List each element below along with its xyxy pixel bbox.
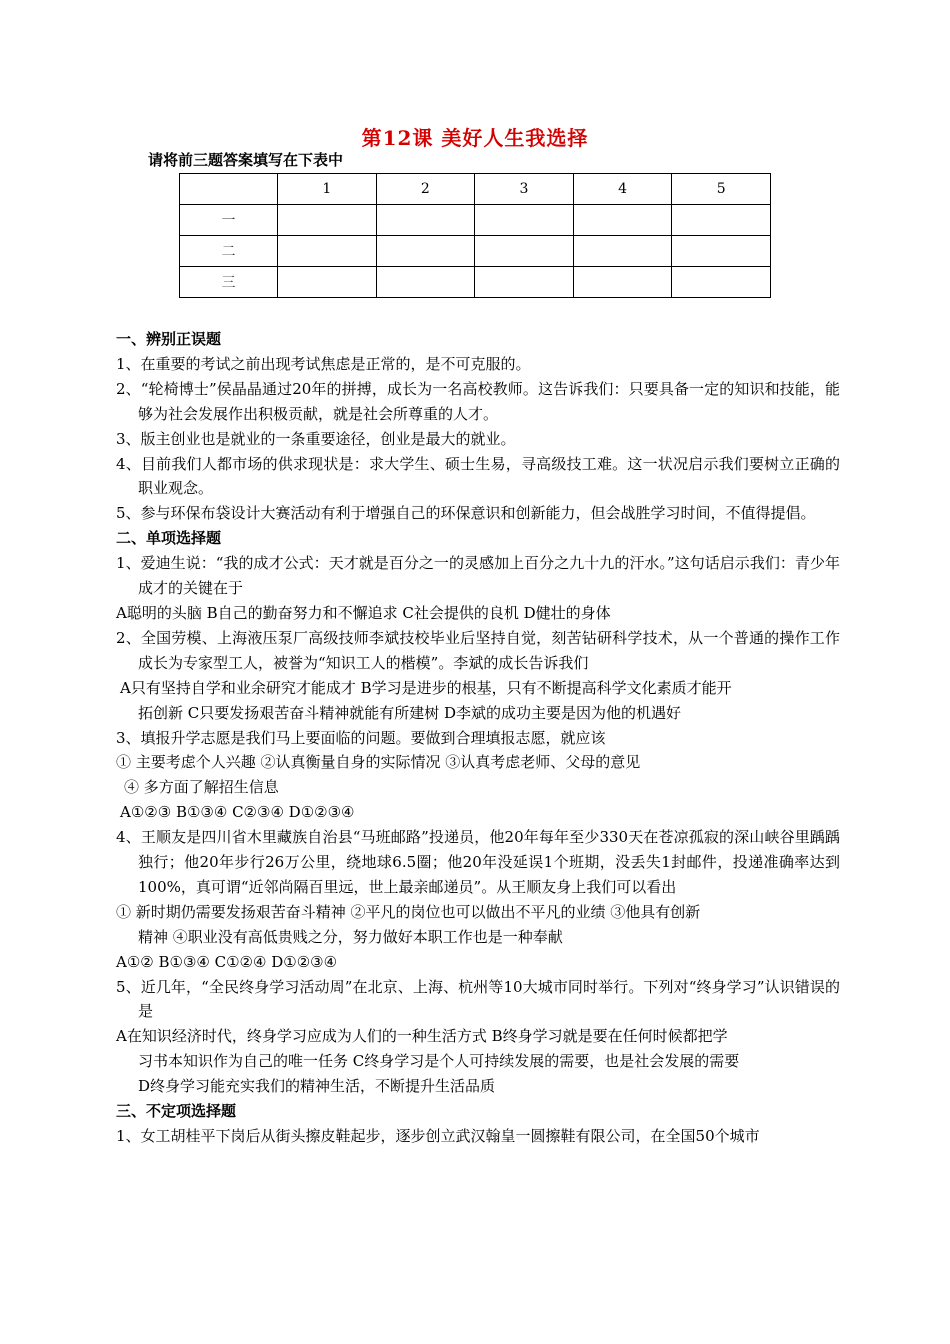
judge-question-5: 5、参与环保布袋设计大赛活动有利于增强自己的环保意识和创新能力，但会战胜学习时间，不值得提倡。 (116, 504, 816, 523)
answer-cell[interactable] (278, 267, 377, 298)
column-header: 3 (475, 174, 574, 205)
single-question-5: 5、近几年，“全民终身学习活动周”在北京、上海、杭州等10大城市同时举行。下列对“终身学习”认识错误的是 (116, 977, 840, 1021)
answer-cell[interactable] (475, 267, 574, 298)
answer-cell[interactable] (376, 267, 475, 298)
page-title: 第12课 美好人生我选择 (361, 126, 589, 150)
single-question-3-items-a: ① 主要考虑个人兴趣 ②认真衡量自身的实际情况 ③认真考虑老师、父母的意见 (116, 753, 641, 772)
single-question-3: 3、填报升学志愿是我们马上要面临的问题。要做到合理填报志愿，就应该 (116, 728, 606, 747)
single-question-5-options-a: A在知识经济时代，终身学习应成为人们的一种生活方式 B终身学习就是要在任何时候都把学 (116, 1027, 728, 1046)
answer-cell[interactable] (573, 267, 672, 298)
table-corner-cell (180, 174, 278, 205)
single-question-4: 4、王顺友是四川省木里藏族自治县“马班邮路”投递员，他20年每年至少330天在苍凉孤寂的深山峡谷里踽踽独行；他20年步行26万公里，绕地球6.5圈；他20年没延误1个班期，没丢失1封邮件，投递准确率达到100%，真可谓“近邻尚隔百里远，世上最亲邮递员”。从王顺友身上我们可以看出 (116, 828, 840, 896)
question-content (116, 327, 840, 1149)
single-question-5-options-b: 习书本知识作为自己的唯一任务 C终身学习是个人可持续发展的需要，也是社会发展的需要 (138, 1052, 740, 1071)
answer-cell[interactable] (672, 267, 771, 298)
answer-table (179, 173, 771, 298)
answer-cell[interactable] (376, 205, 475, 236)
single-question-1: 1、爱迪生说：“我的成才公式：天才就是百分之一的灵感加上百分之九十九的汗水。”这句话启示我们：青少年成才的关键在于 (116, 554, 840, 598)
judge-question-1: 1、在重要的考试之前出现考试焦虑是正常的，是不可克服的。 (116, 354, 531, 373)
answer-cell[interactable] (672, 205, 771, 236)
answer-cell[interactable] (672, 236, 771, 267)
answer-cell[interactable] (573, 205, 672, 236)
single-question-4-options: A①② B①③④ C①②④ D①②③④ (116, 952, 338, 971)
answer-cell[interactable] (376, 236, 475, 267)
answer-table-row (180, 236, 771, 267)
single-question-5-options-c: D终身学习能充实我们的精神生活，不断提升生活品质 (138, 1077, 496, 1096)
single-question-2-options-a: A只有坚持自学和业余研究才能成才 B学习是进步的根基，只有不断提高科学文化素质才能开 (120, 678, 732, 697)
answer-cell[interactable] (278, 205, 377, 236)
answer-cell[interactable] (573, 236, 672, 267)
answer-cell[interactable] (475, 205, 574, 236)
row-header: 一 (180, 205, 278, 236)
row-header: 三 (180, 267, 278, 298)
row-header: 二 (180, 236, 278, 267)
section-heading-single: 二、单项选择题 (116, 529, 222, 548)
single-question-3-options: A①②③ B①③④ C②③④ D①②③④ (120, 803, 355, 822)
answer-table-row (180, 205, 771, 236)
column-header: 1 (278, 174, 377, 205)
single-question-1-options: A聪明的头脑 B自己的勤奋努力和不懈追求 C社会提供的良机 D健壮的身体 (116, 603, 611, 622)
section-heading-multi: 三、不定项选择题 (116, 1102, 237, 1121)
single-question-2: 2、全国劳模、上海液压泵厂高级技师李斌技校毕业后坚持自觉，刻苦钻研科学技术，从一个普通的操作工作成长为专家型工人，被誉为“知识工人的楷模”。李斌的成长告诉我们 (116, 628, 840, 672)
single-question-4-items-a: ① 新时期仍需要发扬艰苦奋斗精神 ②平凡的岗位也可以做出不平凡的业绩 ③他具有创新 (116, 902, 701, 921)
answer-table-header-row (180, 174, 771, 205)
multi-question-1: 1、女工胡桂平下岗后从街头擦皮鞋起步，逐步创立武汉翰皇一圆擦鞋有限公司，在全国50个城市 (116, 1127, 760, 1145)
answer-cell[interactable] (278, 236, 377, 267)
single-question-2-options-b: 拓创新 C只要发扬艰苦奋斗精神就能有所建树 D李斌的成功主要是因为他的机遇好 (138, 703, 682, 722)
column-header: 2 (376, 174, 475, 205)
judge-question-2: 2、“轮椅博士”侯晶晶通过20年的拼搏，成长为一名高校教师。这告诉我们：只要具备一定的知识和技能，能够为社会发展作出积极贡献，就是社会所尊重的人才。 (116, 379, 840, 423)
answer-cell[interactable] (475, 236, 574, 267)
single-question-4-items-b: 精神 ④职业没有高低贵贱之分，努力做好本职工作也是一种奉献 (138, 927, 563, 946)
judge-question-3: 3、版主创业也是就业的一条重要途径，创业是最大的就业。 (116, 429, 516, 448)
section-heading-judge: 一、辨别正误题 (116, 330, 222, 348)
answer-table-row (180, 267, 771, 298)
judge-question-4: 4、目前我们人都市场的供求现状是：求大学生、硕士生易，寻高级技工难。这一状况启示我们要树立正确的职业观念。 (116, 454, 840, 498)
column-header: 4 (573, 174, 672, 205)
table-instruction: 请将前三题答案填写在下表中 (148, 151, 344, 169)
column-header: 5 (672, 174, 771, 205)
single-question-3-items-b: ④ 多方面了解招生信息 (124, 778, 279, 797)
